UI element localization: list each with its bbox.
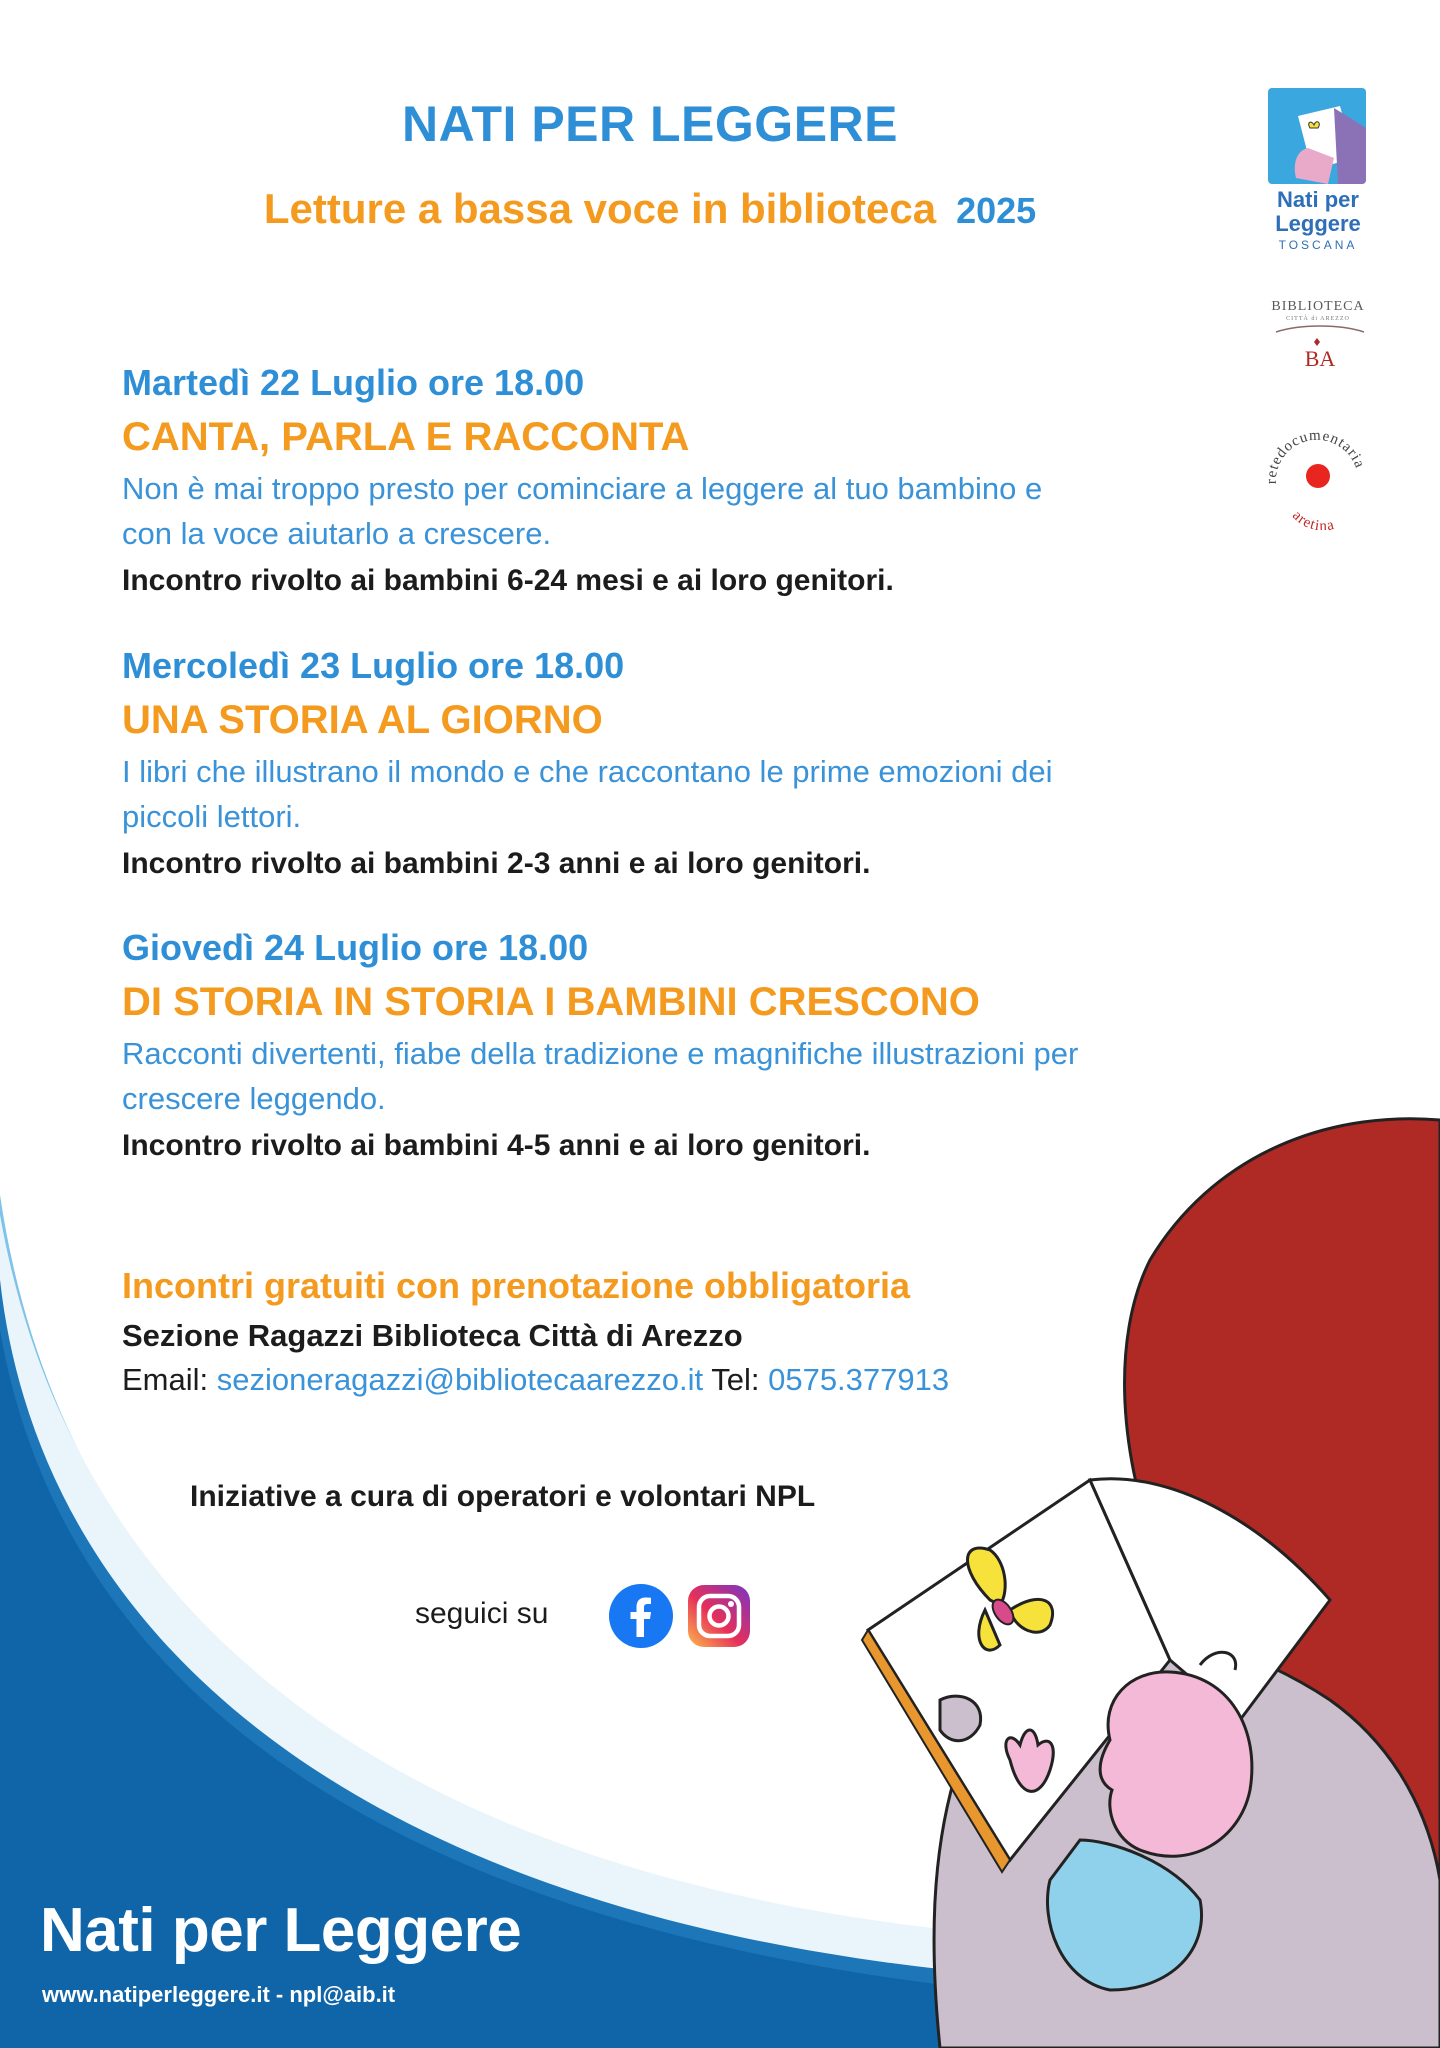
rete-documentaria-logo-icon bbox=[1262, 420, 1372, 530]
event-description bbox=[122, 1032, 1202, 1122]
event-description-line: Racconti divertenti, fiabe della tradizione e magnifiche illustrazioni per bbox=[122, 1036, 1079, 1071]
event-date: Martedì 22 Luglio ore 18.00 bbox=[122, 362, 585, 403]
event-3 bbox=[122, 925, 1202, 1167]
library-logo-sub: CITTÀ di AREZZO bbox=[1286, 316, 1350, 322]
contact-line bbox=[122, 1362, 949, 1398]
booking-heading: Incontri gratuiti con prenotazione obbligatoria bbox=[122, 1265, 911, 1306]
email-link[interactable]: sezioneragazzi@bibliotecaarezzo.it bbox=[216, 1362, 704, 1397]
event-date: Giovedì 24 Luglio ore 18.00 bbox=[122, 927, 589, 968]
library-section: Sezione Ragazzi Biblioteca Città di Arezzo bbox=[122, 1318, 743, 1353]
library-logo-icon bbox=[1270, 320, 1370, 380]
npl-logo-line2: Leggere bbox=[1275, 211, 1361, 237]
page-title: NATI PER LEGGERE bbox=[401, 96, 898, 152]
rete-logo-text: retedocumentaria bbox=[1263, 427, 1368, 485]
event-target: Incontro rivolto ai bambini 2-3 anni e ai loro genitori. bbox=[122, 846, 871, 880]
email-label: Email: bbox=[122, 1362, 209, 1397]
event-1 bbox=[122, 360, 1202, 602]
subtitle-year: 2025 bbox=[956, 190, 1037, 231]
npl-logo-text bbox=[1262, 188, 1374, 236]
mother-hand bbox=[940, 1696, 981, 1741]
library-logo-mark: BA bbox=[1304, 346, 1336, 371]
page-subtitle bbox=[0, 185, 1300, 233]
event-2 bbox=[122, 643, 1202, 885]
facebook-icon[interactable] bbox=[608, 1583, 674, 1649]
event-name: CANTA, PARLA E RACCONTA bbox=[122, 415, 690, 459]
event-description bbox=[122, 467, 1202, 557]
npl-logo-line1: Nati per bbox=[1277, 187, 1359, 212]
event-description-line: con la voce aiutarlo a crescere. bbox=[122, 515, 552, 551]
footer-url[interactable]: www.natiperleggere.it - npl@aib.it bbox=[42, 1982, 396, 2007]
follow-label: seguici su bbox=[415, 1597, 549, 1630]
npl-toscana-logo-icon bbox=[1268, 88, 1366, 184]
rete-logo-sub: aretina bbox=[1289, 507, 1337, 530]
event-target: Incontro rivolto ai bambini 6-24 mesi e ai loro genitori. bbox=[122, 563, 894, 597]
event-date: Mercoledì 23 Luglio ore 18.00 bbox=[122, 645, 625, 686]
subtitle-text: Letture a bassa voce in biblioteca bbox=[263, 185, 937, 232]
event-name: DI STORIA IN STORIA I BAMBINI CRESCONO bbox=[122, 980, 980, 1024]
event-description bbox=[122, 750, 1202, 840]
instagram-icon[interactable] bbox=[686, 1583, 752, 1649]
event-description-line: piccoli lettori. bbox=[122, 798, 302, 834]
tel-link[interactable]: 0575.377913 bbox=[768, 1362, 950, 1397]
tel-label: Tel: bbox=[711, 1362, 760, 1397]
footer-brand: Nati per Leggere bbox=[40, 1896, 522, 1965]
event-description-line: crescere leggendo. bbox=[122, 1080, 386, 1116]
event-name: UNA STORIA AL GIORNO bbox=[122, 698, 603, 742]
initiative-note: Iniziative a cura di operatori e volontari NPL bbox=[190, 1480, 816, 1513]
svg-text:aretina bbox=[1289, 508, 1336, 530]
npl-logo-region: TOSCANA bbox=[1278, 238, 1358, 252]
event-description-line: Non è mai troppo presto per cominciare a leggere al tuo bambino e bbox=[122, 471, 1043, 506]
event-target: Incontro rivolto ai bambini 4-5 anni e ai loro genitori. bbox=[122, 1128, 871, 1162]
event-description-line: I libri che illustrano il mondo e che raccontano le prime emozioni dei bbox=[122, 754, 1053, 789]
library-logo-name: BIBLIOTECA bbox=[1271, 299, 1365, 314]
